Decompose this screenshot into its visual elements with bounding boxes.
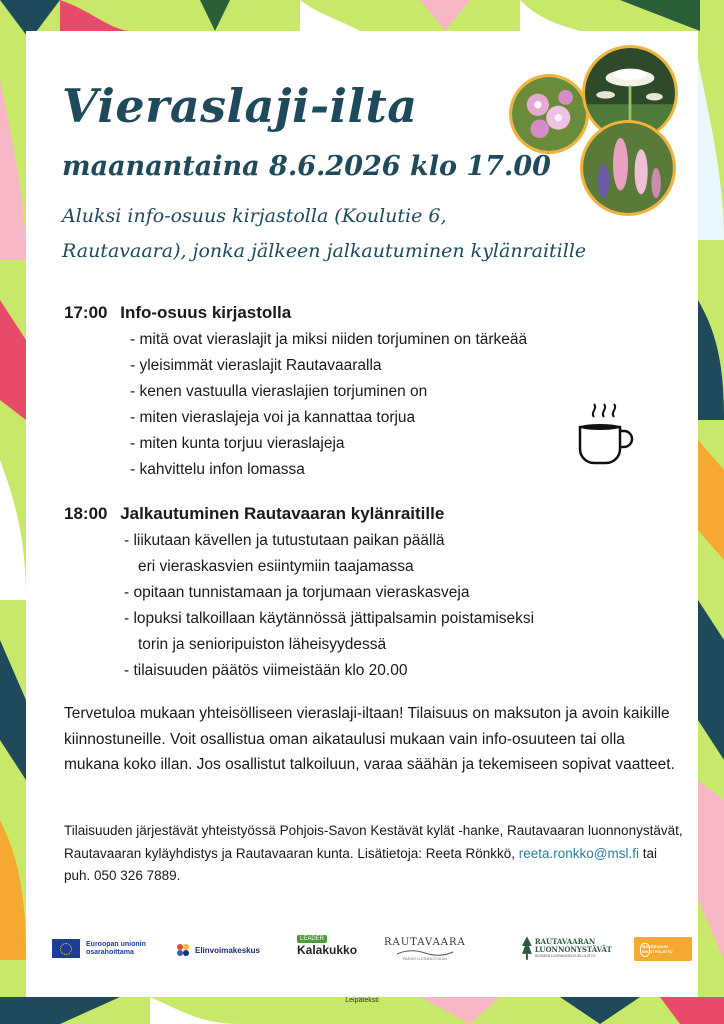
- event-intro: [62, 199, 682, 269]
- partner-logos: [52, 931, 672, 971]
- schedule-heading: Info-osuus kirjastolla: [120, 303, 292, 322]
- contact-email-link[interactable]: reeta.ronkko@msl.fi: [518, 845, 640, 861]
- poster-card: [26, 31, 698, 997]
- tree-icon: [522, 936, 532, 960]
- intro-line-1: Aluksi info-osuus kirjastolla (Koulutie 6,: [62, 205, 447, 227]
- wave-icon: [395, 948, 455, 956]
- eu-flag-icon: [52, 939, 80, 958]
- schedule-heading: Jalkautuminen Rautavaaran kylänraitille: [120, 504, 445, 523]
- lupine-photo: [580, 120, 676, 216]
- coffee-cup-icon: [576, 397, 638, 469]
- list-item: - lopuksi talkoillaan käytännössä jättipalsamin poistamiseksi torin ja senioripuiston läheisyydessä: [124, 610, 535, 653]
- list-item: - kenen vastuulla vieraslajien torjuminen on: [130, 383, 428, 400]
- rautavaara-logo: RAUTAVAARA PARAS LUONNOSTAAN: [384, 937, 466, 961]
- list-item: - yleisimmät vieraslajit Rautavaaralla: [130, 357, 382, 374]
- elinvoimakeskus-mark-icon: [176, 943, 190, 957]
- list-item: - miten vieraslajeja voi ja kannattaa torjua: [130, 409, 416, 426]
- welcome-paragraph: Tervetuloa mukaan yhteisölliseen vieraslaji-iltaan! Tilaisuus on maksuton ja avoin kaikille kiinnostuneille. Voit osallistua oman aikataulusi mukaan vain info-osuuteen tai olla mukana koko illan. Jos osallistut talkoiluun, varaa säähän ja tekemiseen sopivat vaatteet.: [64, 705, 675, 773]
- intro-line-2: Rautavaara), jonka jälkeen jalkautuminen kylänraitille: [62, 240, 587, 262]
- list-item: - opitaan tunnistamaan ja torjumaan vieraskasveja: [124, 584, 470, 601]
- organizers-paragraph: Tilaisuuden järjestävät yhteistyössä Pohjois-Savon Kestävät kylät -hanke, Rautavaaran luonnonystävät, Rautavaaran kyläyhdistys ja Rautavaaran kunta. Lisätietoja: Reeta Rönkkö, reeta.ronkko@msl.fi tai puh. 050 326 7889.: [64, 823, 683, 883]
- list-item: - tilaisuuden päätös viimeistään klo 20.00: [124, 662, 408, 679]
- maaseudun-sivistysliitto-logo: MAASEUDUN SIVISTYSLIITTO: [634, 937, 692, 961]
- list-item: - miten kunta torjuu vieraslajeja: [130, 435, 345, 452]
- elinvoimakeskus-logo: Elinvoimakeskus: [176, 943, 260, 957]
- event-date: maanantaina 8.6.2026 klo 17.00: [62, 151, 551, 182]
- eu-logo: Euroopan unionin osarahoittama: [52, 939, 156, 958]
- schedule-block-info: [64, 301, 527, 483]
- msl-mark-icon: [640, 943, 650, 957]
- leader-kalakukko-logo: LEADER Kalakukko: [297, 936, 358, 957]
- list-item: - mitä ovat vieraslajit ja miksi niiden torjuminen on tärkeää: [130, 331, 528, 348]
- schedule-block-walk: [64, 502, 534, 684]
- touch-me-not-flower-photo: [509, 74, 589, 154]
- schedule-list: [64, 528, 534, 684]
- footer-label: Leipäteksti: [345, 997, 379, 1004]
- schedule-time: 17:00: [64, 303, 108, 322]
- list-item: - liikutaan kävellen ja tutustutaan paikan päällä eri vieraskasvien esiintymiin taajamassa: [124, 532, 445, 575]
- event-title: Vieraslaji-ilta: [62, 79, 418, 133]
- list-item: - kahvittelu infon lomassa: [130, 461, 305, 478]
- schedule-time: 18:00: [64, 504, 108, 523]
- schedule-list: [64, 327, 527, 483]
- luonnonystavat-logo: RAUTAVAARAN LUONNONYSTÄVÄT SUOMEN LUONNONSUOJELULIITTO: [522, 936, 672, 960]
